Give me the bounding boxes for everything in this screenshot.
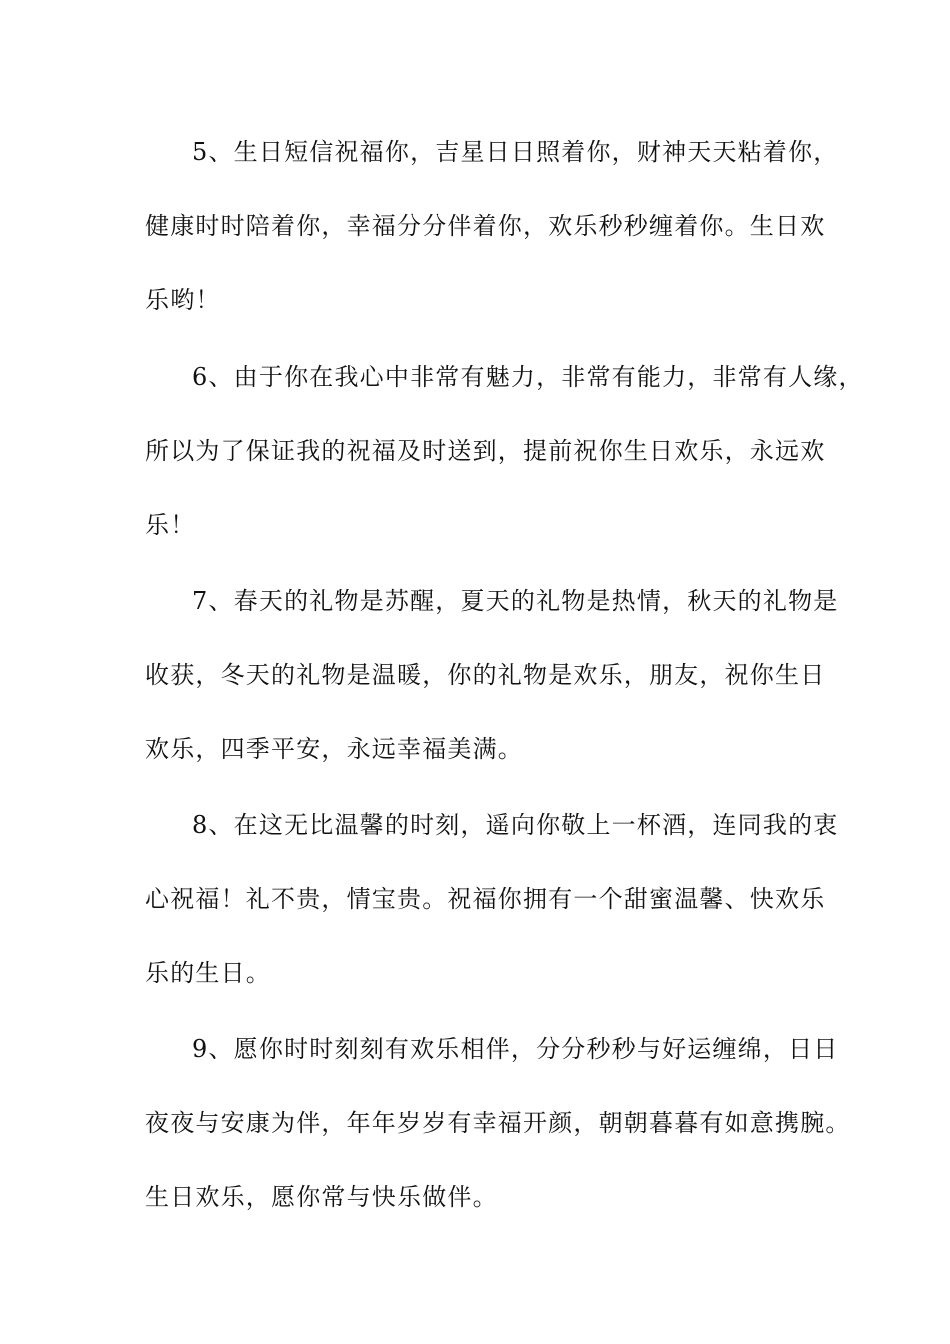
paragraph-9-line-3: 生日欢乐，愿你常与快乐做伴。 <box>145 1183 498 1211</box>
paragraph-7-line-3: 欢乐，四季平安，永远幸福美满。 <box>145 735 523 763</box>
paragraph-6-line-3: 乐！ <box>145 511 196 539</box>
paragraph-6-line-1: 6、由于你在我心中非常有魅力，非常有能力，非常有人缘， <box>192 363 864 391</box>
paragraph-7-line-1: 7、春天的礼物是苏醒，夏天的礼物是热情，秋天的礼物是 <box>192 587 839 615</box>
paragraph-5-line-3: 乐哟！ <box>145 286 221 314</box>
paragraph-8-line-3: 乐的生日。 <box>145 959 271 987</box>
paragraph-9-line-1: 9、愿你时时刻刻有欢乐相伴，分分秒秒与好运缠绵，日日 <box>192 1035 839 1063</box>
paragraph-5-line-1: 5、生日短信祝福你，吉星日日照着你，财神天天粘着你， <box>192 138 839 166</box>
paragraph-9-line-2: 夜夜与安康为伴，年年岁岁有幸福开颜，朝朝暮暮有如意携腕。 <box>145 1109 851 1137</box>
paragraph-8-line-1: 8、在这无比温馨的时刻，遥向你敬上一杯酒，连同我的衷 <box>192 811 839 839</box>
paragraph-6-line-2: 所以为了保证我的祝福及时送到，提前祝你生日欢乐，永远欢 <box>145 437 826 465</box>
paragraph-7-line-2: 收获，冬天的礼物是温暖，你的礼物是欢乐，朋友，祝你生日 <box>145 661 826 689</box>
paragraph-8-line-2: 心祝福！礼不贵，情宝贵。祝福你拥有一个甜蜜温馨、快欢乐 <box>145 885 826 913</box>
paragraph-5-line-2: 健康时时陪着你，幸福分分伴着你，欢乐秒秒缠着你。生日欢 <box>145 212 826 240</box>
